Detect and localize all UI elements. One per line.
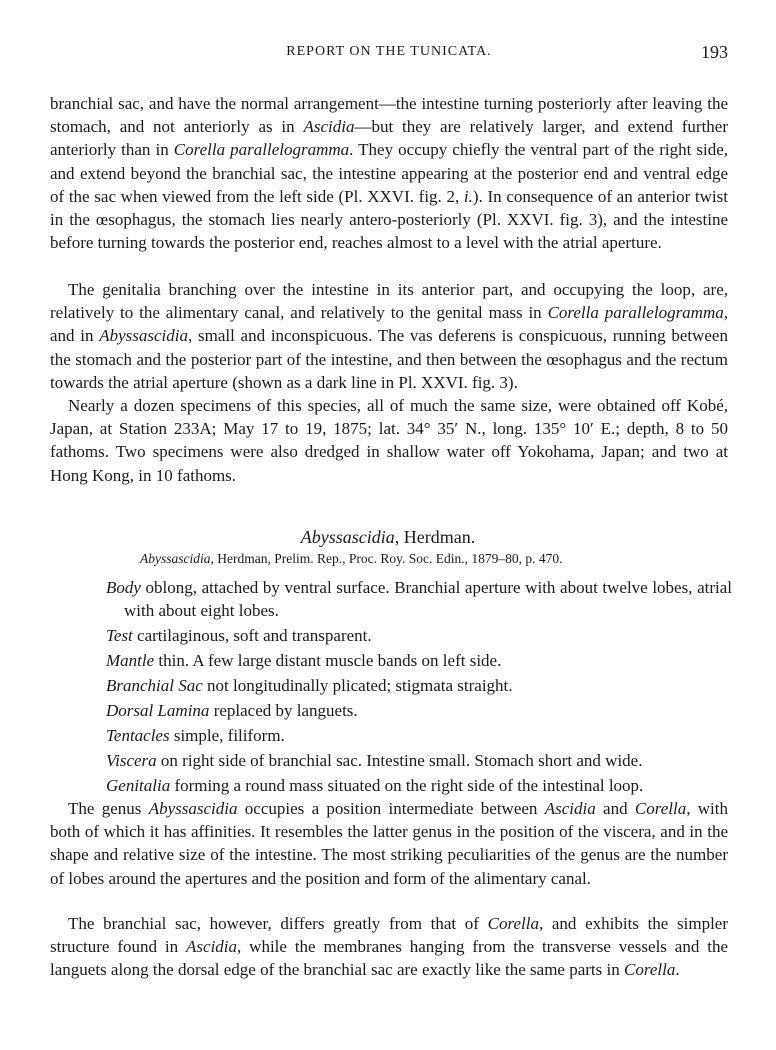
diagnosis-item	[106, 674, 732, 697]
diagnosis-term: Tentacles	[106, 726, 170, 746]
italic-term: Abyssascidia	[148, 799, 238, 818]
diagnosis-text: on right side of branchial sac. Intestine small. Stomach short and wide.	[156, 751, 643, 771]
italic-term: Ascidia	[544, 799, 596, 818]
italic-term: Corella parallelogramma	[547, 303, 724, 323]
diagnosis-term: Branchial Sac	[106, 676, 203, 696]
diagnosis-text: not longitudinally plicated; stigmata straight.	[202, 676, 513, 696]
italic-term: Corella	[487, 914, 539, 933]
diagnosis-term: Body	[106, 578, 141, 597]
paragraph-text: Nearly a dozen specimens of this species, all of much the same size, were obtained off Kobé, Japan, at Station 233A; May 17 to 19, 1875; lat. 34° 35′ N., long. 135° 10′ E.; depth, 8 to 50 fathoms. Two specimens were also dredged in shallow water off Yokohama, Japan; and two at Hong Kong, in 10 fathoms.	[50, 396, 728, 485]
paragraph-2	[50, 278, 728, 394]
genus-diagnosis	[106, 576, 732, 799]
diagnosis-text: replaced by languets.	[209, 701, 358, 721]
paragraph-4	[50, 797, 728, 890]
paragraph-1	[50, 92, 728, 254]
genus-author: , Herdman.	[394, 527, 476, 547]
diagnosis-text: thin. A few large distant muscle bands on left side.	[154, 651, 502, 671]
paragraph-text: The genus Abyssascidia occupies a position intermediate between Ascidia and Corella, with both of which it has affinities. It resembles the latter genus in the position of the viscera, and in the shape and relative size of the intestine. The most striking peculiarities of the genus are the number of lobes around the apertures and the position and form of the alimentary canal.	[50, 799, 728, 888]
diagnosis-term: Dorsal Lamina	[106, 701, 210, 721]
diagnosis-item	[106, 749, 732, 772]
diagnosis-term: Test	[106, 626, 133, 646]
paragraph-5	[50, 912, 728, 982]
diagnosis-item	[106, 624, 732, 647]
paragraph-text: The genitalia branching over the intestine in its anterior part, and occupying the loop, are, relatively to the alimentary canal, and relatively to the genital mass in Corella parallelogramma, and in Abyssascidia, small and inconspicuous. The vas deferens is conspicuous, running between the stomach and the posterior part of the intestine, and then between the œsophagus and the rectum towards the atrial aperture (shown as a dark line in Pl. XXVI. fig. 3).	[50, 280, 728, 392]
reference-genus: Abyssascidia	[140, 551, 211, 566]
genus-reference	[140, 551, 740, 567]
running-head	[50, 44, 728, 66]
diagnosis-item	[106, 699, 732, 722]
paragraph-text: The branchial sac, however, differs greatly from that of Corella, and exhibits the simpler structure found in Ascidia, while the membranes hanging from the transverse vessels and the languets along the dorsal edge of the branchial sac are exactly like the same parts in Corella.	[50, 914, 729, 980]
italic-term: i.	[463, 186, 473, 206]
reference-text: , Herdman, Prelim. Rep., Proc. Roy. Soc. Edin., 1879–80, p. 470.	[210, 551, 563, 566]
italic-term: Corella parallelogramma	[173, 140, 350, 160]
diagnosis-item	[106, 774, 732, 797]
diagnosis-item	[106, 724, 732, 747]
diagnosis-item	[106, 649, 732, 672]
diagnosis-text: cartilaginous, soft and transparent.	[132, 626, 372, 646]
italic-term: Ascidia	[303, 117, 355, 137]
italic-term: Corella	[634, 799, 687, 818]
italic-term: Corella	[624, 960, 676, 980]
running-title: REPORT ON THE TUNICATA.	[286, 44, 492, 59]
paragraph-text: branchial sac, and have the normal arrangement—the intestine turning posteriorly after leaving the stomach, and not anteriorly as in Ascidia—but they are relatively larger, and extend further anteriorly than in Corella parallelogramma. They occupy chiefly the ventral part of the right side, and extend beyond the branchial sac, the intestine appearing at the posterior end and ventral edge of the sac when viewed from the left side (Pl. XXVI. fig. 2, i.). In consequence of an anterior twist in the œsophagus, the stomach lies nearly antero-posteriorly (Pl. XXVI. fig. 3), and the intestine before turning towards the posterior end, reaches almost to a level with the atrial aperture.	[50, 94, 728, 253]
italic-term: Abyssascidia	[99, 326, 189, 346]
diagnosis-term: Mantle	[106, 651, 155, 671]
diagnosis-text: oblong, attached by ventral surface. Branchial aperture with about twelve lobes, atrial with about eight lobes.	[124, 578, 732, 621]
diagnosis-item	[106, 576, 732, 622]
diagnosis-text: forming a round mass situated on the right side of the intestinal loop.	[170, 776, 644, 796]
genus-name: Abyssascidia	[300, 527, 395, 547]
page-number: 193	[701, 42, 728, 62]
diagnosis-text: simple, filiform.	[169, 726, 285, 746]
diagnosis-term: Viscera	[106, 751, 157, 771]
italic-term: Ascidia	[186, 937, 238, 957]
paragraph-3	[50, 394, 728, 487]
genus-heading	[0, 527, 776, 548]
diagnosis-term: Genitalia	[106, 776, 171, 796]
